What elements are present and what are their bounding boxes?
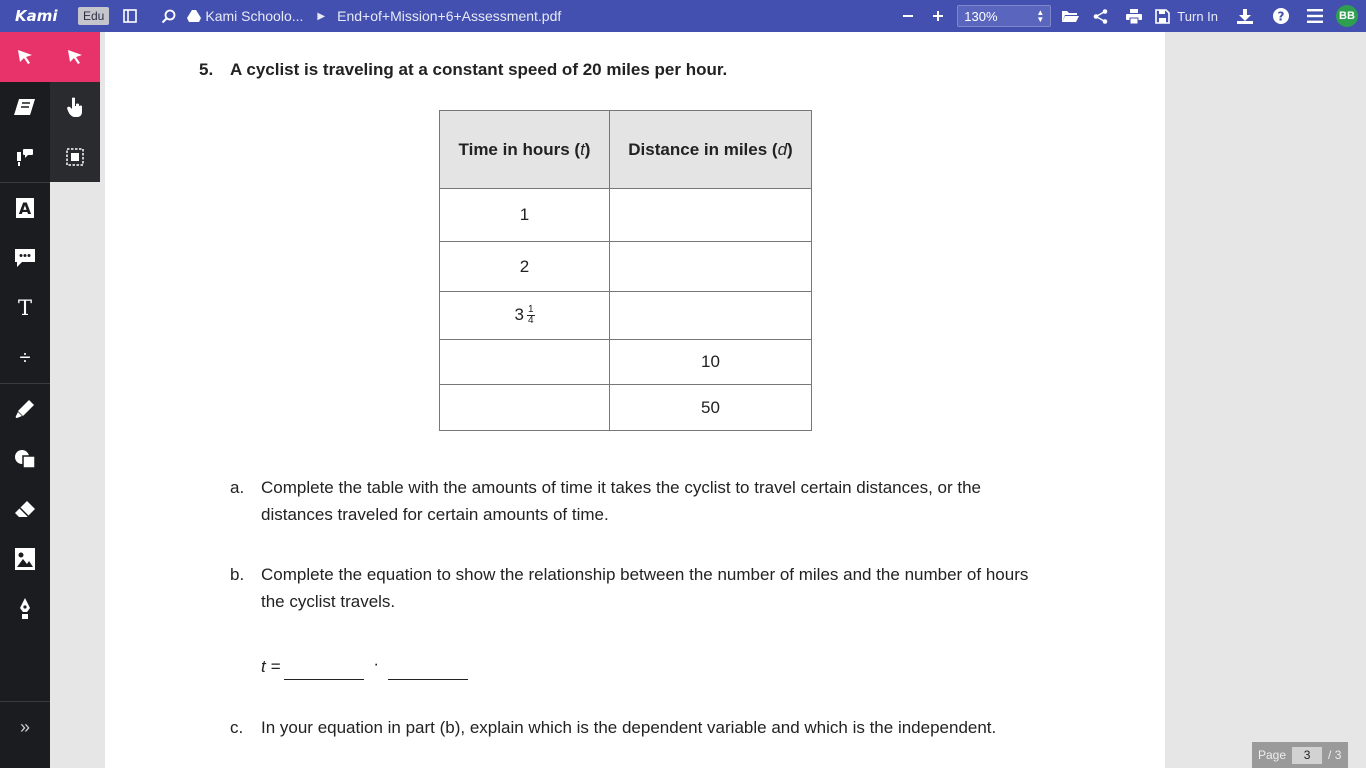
print-icon[interactable]: [1119, 0, 1149, 32]
time-cell: [440, 292, 610, 340]
equation-icon: ÷: [19, 346, 31, 369]
table-row: [440, 340, 812, 385]
table-header-row: [440, 111, 812, 189]
page-indicator: [1252, 742, 1348, 768]
edu-badge: Edu: [78, 7, 109, 25]
distance-cell: [610, 292, 812, 340]
signature-icon: [19, 598, 31, 620]
page-total: / 3: [1328, 748, 1342, 762]
draw-tool-button[interactable]: [0, 384, 50, 434]
part-c: [230, 714, 1081, 741]
user-avatar[interactable]: BB: [1336, 5, 1358, 27]
save-icon: [1155, 9, 1170, 24]
expand-icon: »: [19, 716, 30, 737]
equation-tool-button[interactable]: [0, 333, 50, 383]
expand-sidebar-button[interactable]: [0, 702, 50, 752]
svg-text:?: ?: [1277, 9, 1285, 24]
time-cell: 2: [440, 242, 610, 292]
zoom-in-icon[interactable]: [923, 0, 953, 32]
kami-logo[interactable]: Kami: [15, 7, 58, 25]
select-tool-button[interactable]: [0, 32, 50, 82]
t-variable: t: [580, 139, 585, 159]
eraser-tool-button[interactable]: [0, 484, 50, 534]
table-row: [440, 242, 812, 292]
equation-lhs: t =: [261, 657, 281, 676]
tools-sidebar: [0, 32, 50, 768]
equation-blank-1: [284, 654, 364, 680]
download-icon[interactable]: [1230, 0, 1260, 32]
time-cell: 1: [440, 189, 610, 242]
menu-icon[interactable]: [1300, 0, 1330, 32]
share-icon[interactable]: [1085, 0, 1115, 32]
time-cell: [440, 340, 610, 385]
search-icon[interactable]: [153, 0, 183, 32]
breadcrumb-folder[interactable]: Kami Schoolo...: [205, 8, 304, 24]
equation: [261, 654, 472, 680]
table-row: [440, 189, 812, 242]
part-a-text: Complete the table with the amounts of time it takes the cyclist to travel certain distances, or the distances traveled for certain amounts of time.: [261, 478, 982, 524]
distance-cell: 10: [610, 340, 812, 385]
zoom-out-icon[interactable]: [893, 0, 923, 32]
markup-tool-button[interactable]: [0, 183, 50, 233]
multiply-dot: ·: [373, 654, 380, 673]
draw-icon: [15, 399, 35, 419]
part-c-text: In your equation in part (b), explain which is the dependent variable and which is the independent.: [261, 718, 997, 737]
comment-tool-button[interactable]: [0, 233, 50, 283]
comment-icon: [14, 248, 36, 268]
distance-column-header: Distance in miles (d): [610, 111, 812, 189]
turn-in-label: Turn In: [1177, 8, 1218, 24]
time-cell: [440, 385, 610, 431]
distance-cell: [610, 189, 812, 242]
help-icon[interactable]: [1266, 0, 1296, 32]
image-icon: [15, 548, 35, 570]
chevron-right-icon: ▶: [317, 10, 326, 22]
question-number: 5.: [199, 60, 214, 79]
pan-subtool-button[interactable]: [50, 82, 100, 132]
table-row: [440, 292, 812, 340]
equation-blank-2: [388, 654, 468, 680]
part-c-label: c.: [230, 718, 244, 737]
eraser-icon: [14, 500, 36, 518]
part-b-label: b.: [230, 565, 245, 584]
dictionary-icon: [14, 98, 36, 116]
distance-cell: [610, 242, 812, 292]
text-to-speech-tool-button[interactable]: [0, 132, 50, 182]
part-b: [230, 561, 1051, 615]
fraction-denominator: 4: [527, 315, 534, 326]
top-toolbar: [0, 0, 1366, 32]
shape-tool-button[interactable]: [0, 434, 50, 484]
turn-in-button[interactable]: [1155, 9, 1218, 24]
text-tool-button[interactable]: [0, 283, 50, 333]
open-folder-icon[interactable]: [1055, 0, 1085, 32]
signature-tool-button[interactable]: [0, 584, 50, 634]
mixed-number-whole: 3: [514, 304, 524, 324]
document-filename: End+of+Mission+6+Assessment.pdf: [337, 8, 562, 24]
part-b-text: Complete the equation to show the relationship between the number of miles and the number of hours the cyclist travels.: [261, 565, 1029, 611]
image-tool-button[interactable]: [0, 534, 50, 584]
distance-cell: 50: [610, 385, 812, 431]
zoom-value: 130%: [964, 8, 998, 24]
hand-icon: [67, 97, 83, 117]
part-a-label: a.: [230, 478, 245, 497]
text-to-speech-icon: [15, 147, 35, 167]
sidebar-toggle-icon[interactable]: [115, 0, 145, 32]
area-select-icon: [66, 148, 84, 166]
question-title: [199, 60, 727, 80]
time-column-header: Time in hours (t): [440, 111, 610, 189]
page-label: Page: [1258, 748, 1287, 762]
fraction-numerator: 1: [527, 304, 534, 315]
d-variable: d: [777, 139, 788, 159]
select-subtools-panel: [50, 32, 100, 182]
select-arrows-icon: ▲ ▼: [1036, 8, 1045, 24]
question-text: A cyclist is traveling at a constant speed of 20 miles per hour.: [230, 60, 728, 79]
zoom-select[interactable]: [957, 5, 1051, 27]
pdf-page: [105, 32, 1165, 768]
part-a: [230, 474, 1051, 528]
fraction: [527, 305, 535, 326]
page-number-input[interactable]: [1292, 747, 1322, 764]
markup-icon: [16, 198, 34, 218]
shape-icon: [14, 449, 36, 469]
table-row: [440, 385, 812, 431]
cursor-subtool-button[interactable]: [50, 32, 100, 82]
text-icon: T: [17, 296, 32, 320]
cursor-icon: [67, 49, 83, 65]
time-distance-table: [439, 110, 812, 431]
dictionary-tool-button[interactable]: [0, 82, 50, 132]
svg-text:A: A: [18, 199, 32, 218]
select-icon: [17, 49, 33, 65]
google-drive-icon: [183, 0, 205, 32]
area-select-subtool-button[interactable]: [50, 132, 100, 182]
